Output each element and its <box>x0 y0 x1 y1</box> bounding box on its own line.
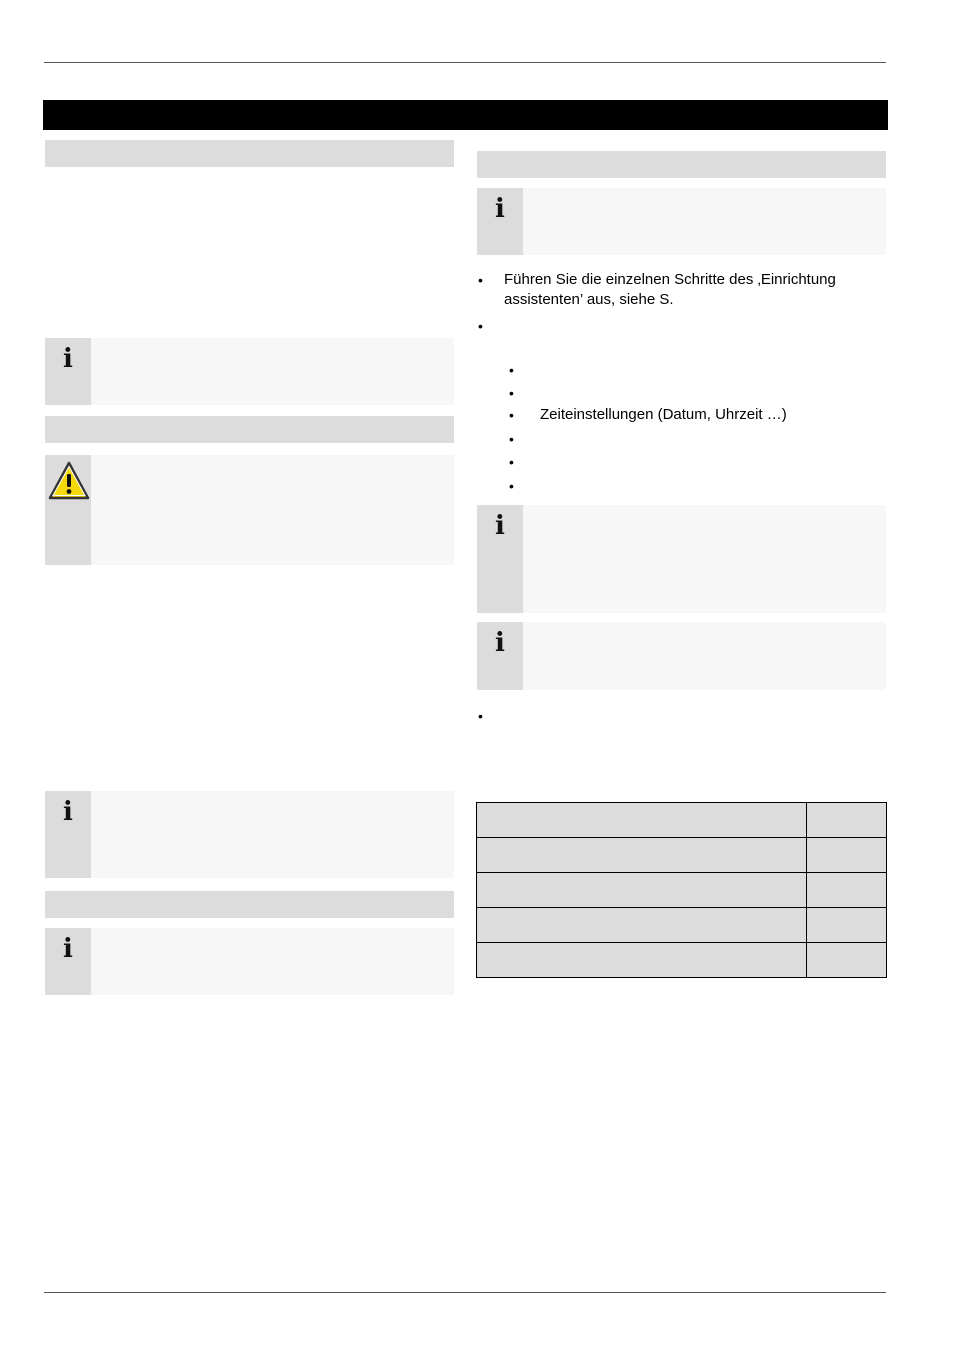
top-rule <box>44 62 886 63</box>
info-note-right-3 <box>477 622 886 690</box>
info-icon: i <box>63 344 73 374</box>
info-icon: i <box>63 934 73 964</box>
bullet-dot: • <box>509 385 514 401</box>
table-cell <box>807 908 887 943</box>
table-cell <box>477 838 807 873</box>
bullet-dot: • <box>478 708 483 724</box>
table-row <box>477 838 887 873</box>
table-cell <box>807 873 887 908</box>
bullet-dot: • <box>509 478 514 494</box>
settings-table <box>476 802 887 978</box>
chapter-title-bar <box>43 100 888 130</box>
left-section-header-1 <box>45 140 454 167</box>
warning-note-left <box>45 455 454 565</box>
info-note-left-1 <box>45 338 454 405</box>
info-icon: i <box>495 511 505 541</box>
table-cell <box>807 838 887 873</box>
info-note-right-2 <box>477 505 886 613</box>
table-cell <box>477 943 807 978</box>
info-icon: i <box>63 797 73 827</box>
table-cell <box>807 803 887 838</box>
bullet-dot: • <box>509 454 514 470</box>
bottom-rule <box>44 1292 886 1293</box>
bullet-dot: • <box>509 362 514 378</box>
table-row <box>477 873 887 908</box>
bullet-dot: • <box>478 272 483 288</box>
sub-item-3: Zeiteinstellungen (Datum, Uhrzeit …) <box>540 406 787 423</box>
table-cell <box>477 908 807 943</box>
info-icon: i <box>495 194 505 224</box>
info-note-left-2 <box>45 791 454 878</box>
table-cell <box>477 803 807 838</box>
step-item-1: Führen Sie die einzelnen Schritte des ‚Einrichtung assistenten’ aus, siehe S. <box>504 271 836 308</box>
table-cell <box>477 873 807 908</box>
info-note-right-1 <box>477 188 886 255</box>
table-row <box>477 803 887 838</box>
info-note-left-3 <box>45 928 454 995</box>
warning-icon <box>47 460 91 502</box>
left-section-header-3 <box>45 891 454 918</box>
bullet-dot: • <box>509 407 514 423</box>
table-row <box>477 943 887 978</box>
table-cell <box>807 943 887 978</box>
info-icon: i <box>495 628 505 658</box>
bullet-dot: • <box>478 318 483 334</box>
right-section-header-1 <box>477 151 886 178</box>
table-row <box>477 908 887 943</box>
bullet-dot: • <box>509 431 514 447</box>
left-section-header-2 <box>45 416 454 443</box>
